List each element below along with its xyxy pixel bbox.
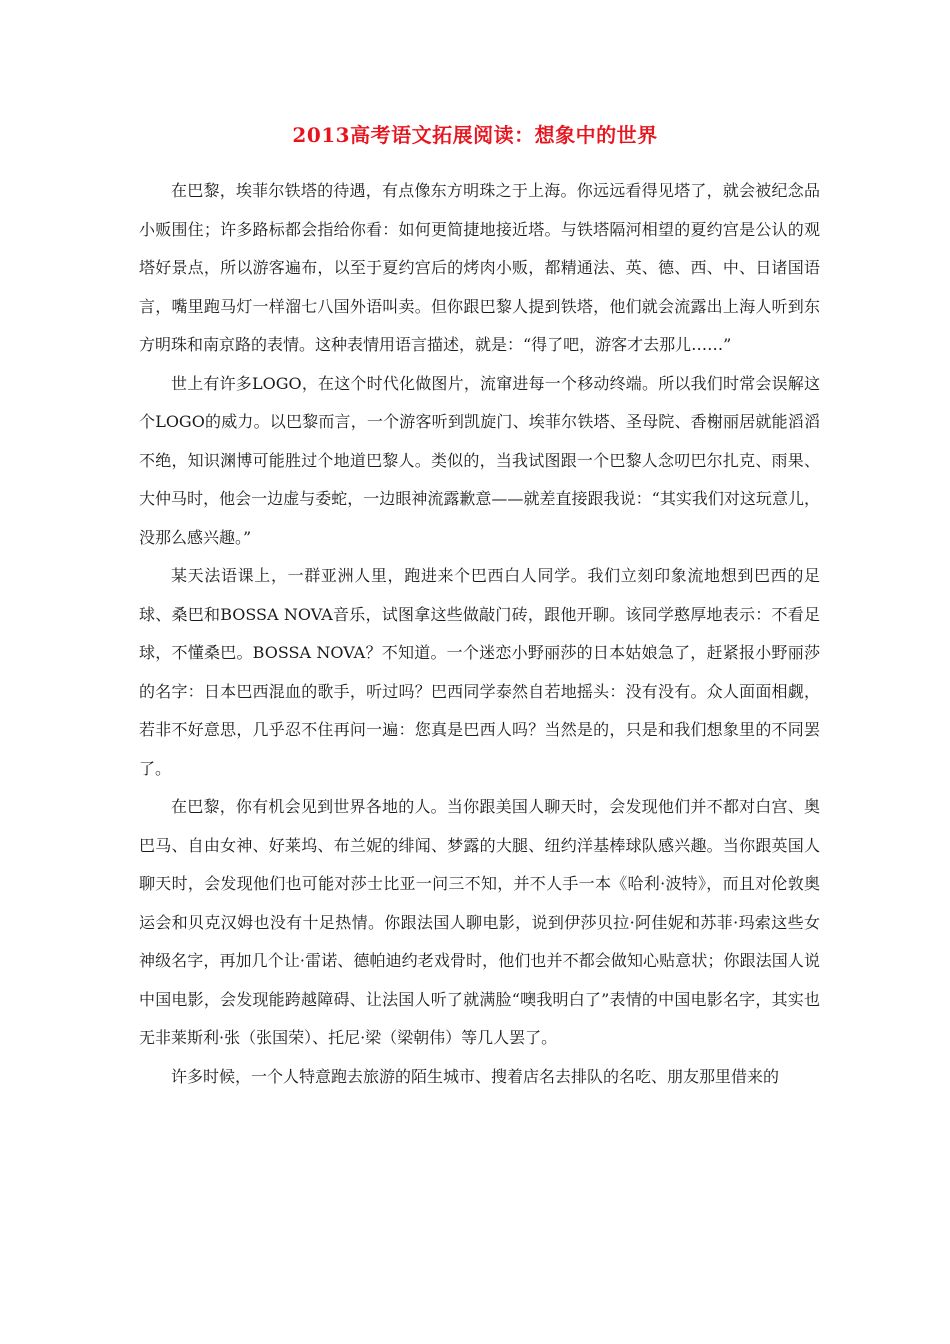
paragraph-5: 许多时候，一个人特意跑去旅游的陌生城市、搜着店名去排队的名吃、朋友那里借来的 [171,1066,780,1086]
paragraph-4: 在巴黎，你有机会见到世界各地的人。当你跟美国人聊天时，会发现他们并不都对白宫、奥巴马、自由女神、好莱坞、布兰妮的绯闻、梦露的大腿、纽约洋基棒球队感兴趣。当你跟英国人聊天时，会发现他们也可能对莎士比亚一问三不知，并不人手一本《哈利·波特》，而且对伦敦奥运会和贝克汉姆也没有十足热情。你跟法国人聊电影，说到伊莎贝拉·阿佳妮和苏菲·玛索这些女神级名字，再加几个让·雷诺、德帕迪约老戏骨时，他们也并不都会做知心贴意状；你跟法国人说中国电影，会发现能跨越障碍、让法国人听了就满脸“噢我明白了”表情的中国电影名字，其实也无非莱斯利·张（张国荣）、托尼·梁（梁朝伟）等几人罢了。 [139,797,820,1047]
document-title: 2013高考语文拓展阅读：想象中的世界 [292,123,658,147]
paragraph-3: 某天法语课上，一群亚洲人里，跑进来个巴西白人同学。我们立刻印象流地想到巴西的足球、桑巴和BOSSA NOVA音乐，试图拿这些做敲门砖，跟他开聊。该同学憨厚地表示：不看足球，不懂桑巴。BOSSA NOVA？不知道。一个迷恋小野丽莎的日本姑娘急了，赶紧报小野丽莎的名字：日本巴西混血的歌手，听过吗？巴西同学泰然自若地摇头：没有没有。众人面面相觑，若非不好意思，几乎忍不住再问一遍：您真是巴西人吗？当然是的，只是和我们想象里的不同罢了。 [139,566,820,778]
paragraph-1: 在巴黎，埃菲尔铁塔的待遇，有点像东方明珠之于上海。你远远看得见塔了，就会被纪念品小贩围住；许多路标都会指给你看：如何更简捷地接近塔。与铁塔隔河相望的夏约宫是公认的观塔好景点，所以游客遍布，以至于夏约宫后的烤肉小贩，都精通法、英、德、西、中、日诸国语言，嘴里跑马灯一样溜七八国外语叫卖。但你跟巴黎人提到铁塔，他们就会流露出上海人听到东方明珠和南京路的表情。这种表情用语言描述，就是：“得了吧，游客才去那儿……” [139,181,820,354]
paragraph-2: 世上有许多LOGO，在这个时代化做图片，流窜进每一个移动终端。所以我们时常会误解这个LOGO的威力。以巴黎而言，一个游客听到凯旋门、埃菲尔铁塔、圣母院、香榭丽居就能滔滔不绝，知识渊博可能胜过个地道巴黎人。类似的，当我试图跟一个巴黎人念叨巴尔扎克、雨果、大仲马时，他会一边虚与委蛇，一边眼神流露歉意——就差直接跟我说：“其实我们对这玩意儿，没那么感兴趣。” [139,373,820,547]
article-body [139,172,820,1096]
